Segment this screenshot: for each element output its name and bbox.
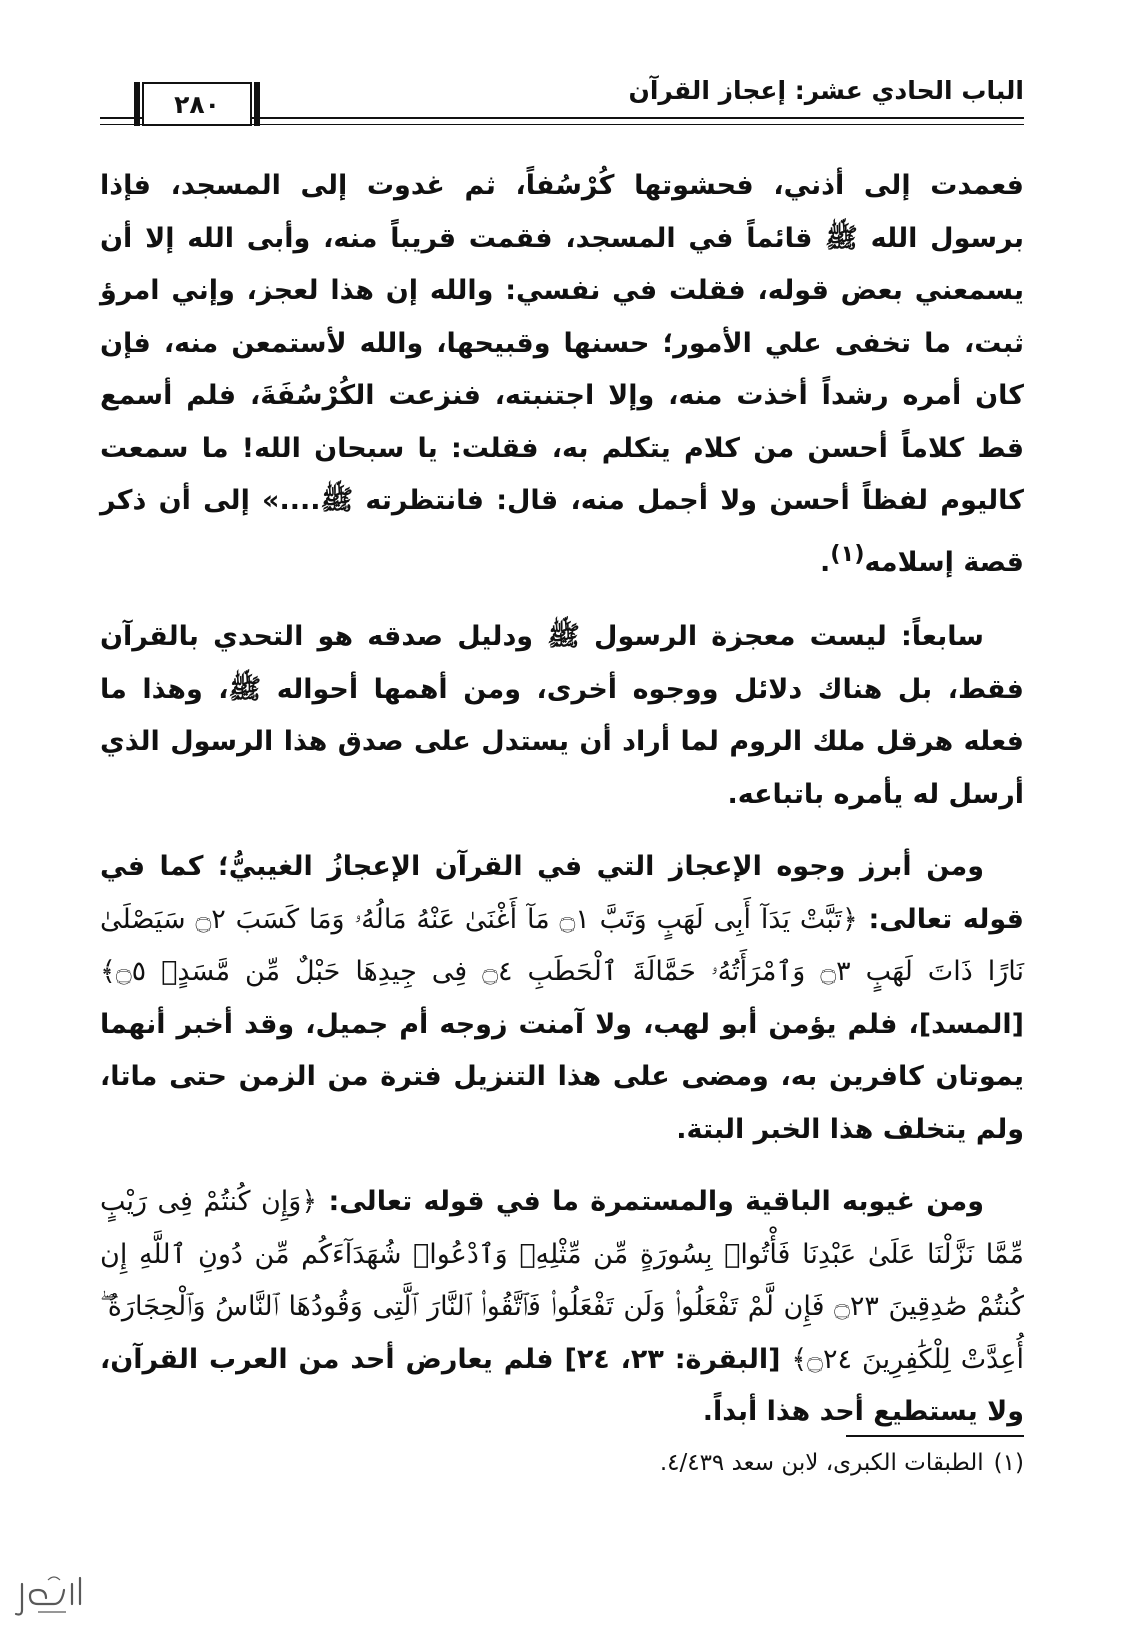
watermark-logo	[8, 1570, 90, 1620]
page-number: ٢٨٠	[142, 82, 252, 126]
paragraph-text: ليست معجزة الرسول ﷺ ودليل صدقه هو التحدي بالقرآن فقط، بل هناك دلائل ووجوه أخرى، ومن أهمها أحواله ﷺ، وهذا ما فعله هرقل ملك الروم لما أراد أن يستدل على صدق هذا الرسول الذي أرسل له يأمره باتباعه.	[100, 621, 1024, 810]
footnote-rule	[846, 1435, 1024, 1437]
footnote-marker: (١)	[830, 540, 865, 567]
footnote-text: الطبقات الكبرى، لابن سعد ٤/٤٣٩.	[659, 1450, 984, 1476]
page-header	[100, 62, 1024, 132]
quran-verse: ﴿تَبَّتْ يَدَآ أَبِى لَهَبٍ وَتَبَّ ۝١ مَآ أَغْنَىٰ عَنْهُ مَالُهُۥ وَمَا كَسَبَ ۝٢ سَيَصْلَىٰ نَارًا ذَاتَ لَهَبٍ ۝٣ وَٱمْرَأَتُهُۥ حَمَّالَةَ ٱلْحَطَبِ ۝٤ فِى جِيدِهَا حَبْلٌ مِّن مَّسَدٍۭ ۝٥﴾	[100, 903, 1025, 987]
body-text	[100, 160, 1024, 1439]
paragraph-text: فعمدت إلى أذني، فحشوتها كُرْسُفاً، ثم غدوت إلى المسجد، فإذا برسول الله ﷺ قائماً في المسجد، فقمت قريباً منه، وأبى الله إلا أن يسمعني بعض قوله، فقلت في نفسي: والله إن هذا لعجز، وإني امرؤ ثبت، ما تخفى علي الأمور؛ حسنها وقبيحها، والله لأستمعن منه، فإن كان أمره رشداً أخذت منه، وإلا اجتنبته، فنزعت الكُرْسُفَةَ، فلم أسمع قط كلاماً أحسن من كلام يتكلم به، فقلت: يا سبحان الله! ما سمعت كاليوم لفظاً أحسن ولا أجمل منه، قال: فانتظرته ﷺ....» إلى أن ذكر قصة إسلامه	[100, 170, 1024, 578]
quran-verse: ﴿وَإِن كُنتُمْ فِى رَيْبٍ مِّمَّا نَزَّلْنَا عَلَىٰ عَبْدِنَا فَأْتُوا۟ بِسُورَةٍ مِّن مِّثْلِهِۦ وَٱدْعُوا۟ شُهَدَآءَكُم مِّن دُونِ ٱللَّهِ إِن كُنتُمْ صَٰدِقِينَ ۝٢٣ فَإِن لَّمْ تَفْعَلُوا۟ وَلَن تَفْعَلُوا۟ فَٱتَّقُوا۟ ٱلنَّارَ ٱلَّتِى وَقُودُهَا ٱلنَّاسُ وَٱلْحِجَارَةُ ۖ أُعِدَّتْ لِلْكَٰفِرِينَ ۝٢٤﴾	[100, 1186, 1024, 1375]
chapter-title: الباب الحادي عشر: إعجاز القرآن	[628, 76, 1024, 105]
paragraph-intro: ومن أبرز وجوه الإعجاز التي في القرآن الإعجازُ الغيبيُّ؛ كما في قوله تعالى:	[100, 851, 1024, 935]
footnote-number: (١)	[993, 1450, 1024, 1476]
paragraph-unseen	[100, 841, 1024, 1156]
paragraph-seventh	[100, 611, 1024, 821]
surah-reference: [المسد]،	[908, 1008, 1025, 1040]
paragraph-story: فعمدت إلى أذني، فحشوتها كُرْسُفاً، ثم غدوت إلى المسجد، فإذا برسول الله ﷺ قائماً في المسجد، فقمت قريباً منه، وأبى الله إلا أن يسمعني بعض قوله، فقلت في نفسي: والله إن هذا لعجز، وإني امرؤ ثبت، ما تخفى علي الأمور؛ حسنها وقبيحها، والله لأستمعن منه، فإن كان أمره رشداً أخذت منه، وإلا اجتنبته، فنزعت الكُرْسُفَةَ، فلم أسمع قط كلاماً أحسن من كلام يتكلم به، فقلت: يا سبحان الله! ما سمعت كاليوم لفظاً أحسن ولا أجمل منه، قال: فانتظرته ﷺ....» إلى أن ذكر قصة إسلامه$^{(١)}$.	[100, 170, 1024, 578]
footnote	[100, 1450, 1024, 1476]
paragraph-text: فلم يؤمن أبو لهب، ولا آمنت زوجه أم جميل، وقد أخبر أنهما يموتان كافرين به، ومضى على هذا التنزيل فترة من الزمن حتى ماتا، ولم يتخلف هذا الخبر البتة.	[100, 1008, 1024, 1145]
paragraph-lead: سابعاً:	[900, 621, 984, 652]
surah-reference: [البقرة: ٢٣، ٢٤]	[564, 1343, 781, 1375]
paragraph-challenge	[100, 1176, 1024, 1439]
paragraph-text: فلم يعارض أحد من العرب القرآن، ولا يستطيع أحد هذا أبداً.	[100, 1343, 1024, 1427]
paragraph-intro: ومن غيوبه الباقية والمستمرة ما في قوله تعالى:	[328, 1186, 985, 1217]
